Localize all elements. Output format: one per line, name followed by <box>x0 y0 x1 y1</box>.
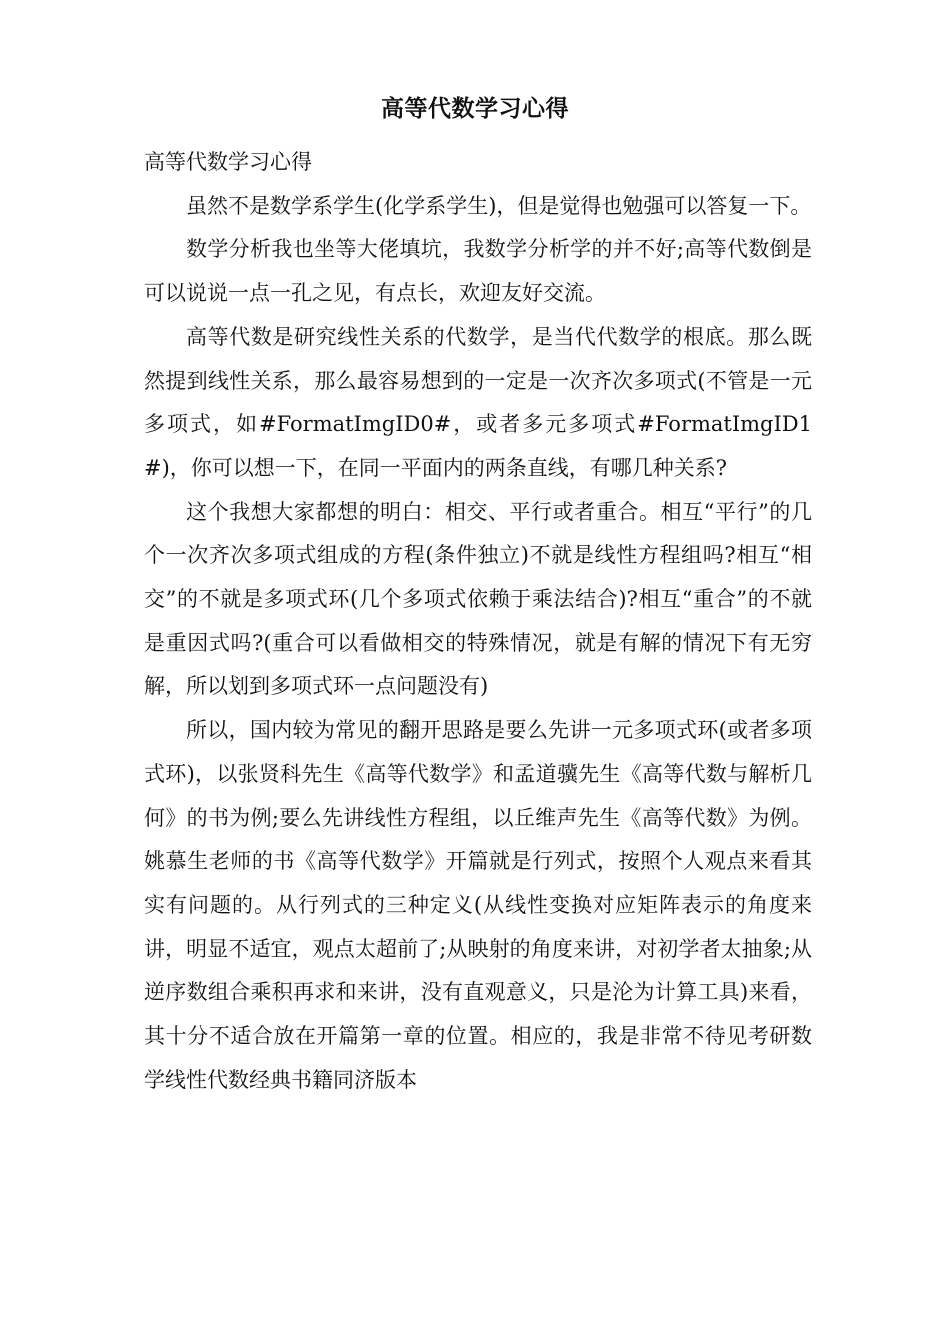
document-title: 高等代数学习心得 <box>381 95 569 122</box>
paragraph: 数学分析我也坐等大佬填坑，我数学分析学的并不好;高等代数倒是可以说说一点一孔之见，有点长，欢迎友好交流。 <box>144 237 812 306</box>
paragraph: 所以，国内较为常见的翻开思路是要么先讲一元多项式环(或者多项式环)，以张贤科先生《高等代数学》和孟道骥先生《高等代数与解析几何》的书为例;要么先讲线性方程组，以丘维声先生《高等代数》为例。姚慕生老师的书《高等代数学》开篇就是行列式，按照个人观点来看其实有问题的。从行列式的三种定义(从线性变换对应矩阵表示的角度来讲，明显不适宜，观点太超前了;从映射的角度来讲，对初学者太抽象;从逆序数组合乘积再求和来讲，没有直观意义，只是沦为计算工具)来看，其十分不适合放在开篇第一章的位置。相应的，我是非常不待见考研数学线性代数经典书籍同济版本 <box>144 718 812 1092</box>
paragraph: 高等代数是研究线性关系的代数学，是当代代数学的根底。那么既然提到线性关系，那么最容易想到的一定是一次齐次多项式(不管是一元多项式，如#FormatImgID0#，或者多元多项式#FormatImgID1#)，你可以想一下，在同一平面内的两条直线，有哪几种关系? <box>144 324 812 480</box>
document-body <box>144 141 812 1102</box>
paragraph: 虽然不是数学系学生(化学系学生)，但是觉得也勉强可以答复一下。 <box>186 193 812 218</box>
paragraph: 这个我想大家都想的明白：相交、平行或者重合。相互“平行”的几个一次齐次多项式组成的方程(条件独立)不就是线性方程组吗?相互“相交”的不就是多项式环(几个多项式依赖于乘法结合)?相互“重合”的不就是重因式吗?(重合可以看做相交的特殊情况，就是有解的情况下有无穷解，所以划到多项式环一点问题没有) <box>144 499 812 699</box>
document-subtitle: 高等代数学习心得 <box>144 150 312 174</box>
